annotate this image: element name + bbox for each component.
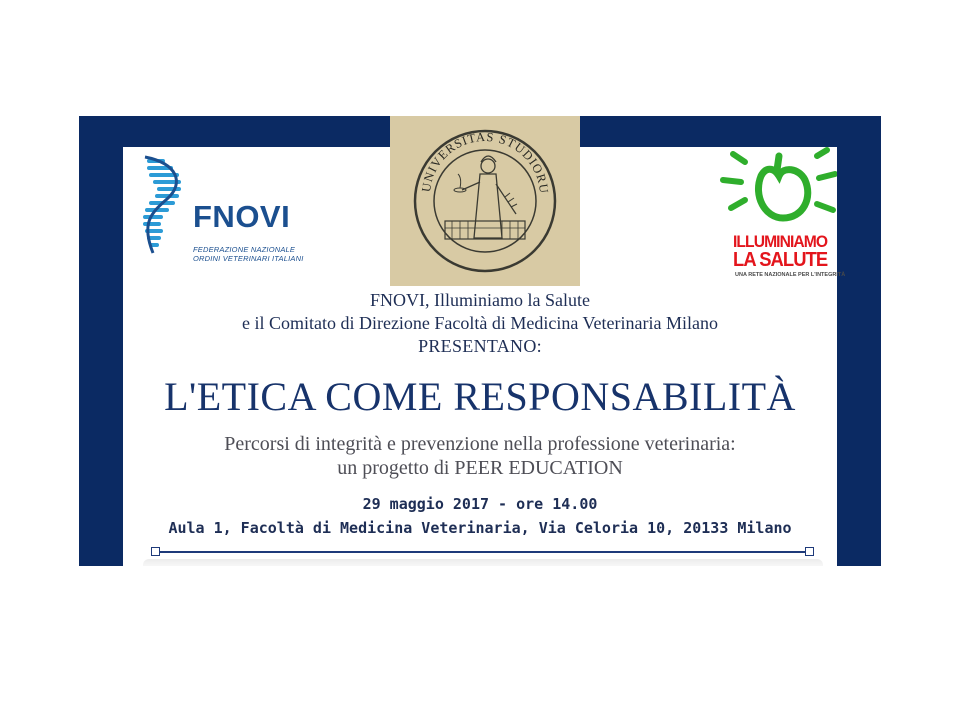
seal-emblem-icon [390,116,580,286]
illuminiamo-logo [713,146,846,286]
banner-panel [123,129,846,566]
university-seal [390,116,580,286]
event-date: 29 maggio 2017 - ore 14.00 [362,495,598,513]
intro-line-2: e il Comitato di Direzione Facoltà di Medicina Veterinaria Milano [241,313,719,333]
fnovi-subtitle-line2: ORDINI VETERINARI ITALIANI [193,254,304,263]
line-handle-left[interactable] [151,547,160,556]
illuminiamo-wordmark-line2: LA SALUTE [733,249,828,271]
fnovi-logo [137,153,327,263]
event-venue: Aula 1, Facoltà di Medicina Veterinaria, Via Celoria 10, 20133 Milano [168,519,792,537]
selection-line[interactable] [155,551,813,553]
svg-text:UNIVERSITAS STUDIORUM MEDIOLAN [390,116,551,195]
event-title: L'ETICA COME RESPONSABILITÀ [164,374,796,419]
intro-line-1: FNOVI, Illuminiamo la Salute [370,290,590,310]
event-subtitle-line-1: Percorsi di integrità e prevenzione nella professione veterinaria: [224,433,736,455]
line-handle-right[interactable] [805,547,814,556]
intro-presentano: PRESENTANO: [418,336,542,356]
event-subtitle-line-2: un progetto di PEER EDUCATION [337,457,623,479]
fnovi-wordmark: FNOVI [193,199,291,234]
sun-apple-icon [713,146,837,230]
illuminiamo-tagline: UNA RETE NAZIONALE PER L'INTEGRITÀ [735,272,846,278]
fnovi-helix-icon [137,153,197,263]
fnovi-subtitle-line1: FEDERAZIONE NAZIONALE [193,245,296,254]
seal-text: UNIVERSITAS STUDIORU [419,129,552,195]
illuminiamo-wordmark-line1: ILLUMINIAMO [733,232,828,251]
event-banner [79,116,881,566]
footer-panel-edge [143,559,823,566]
